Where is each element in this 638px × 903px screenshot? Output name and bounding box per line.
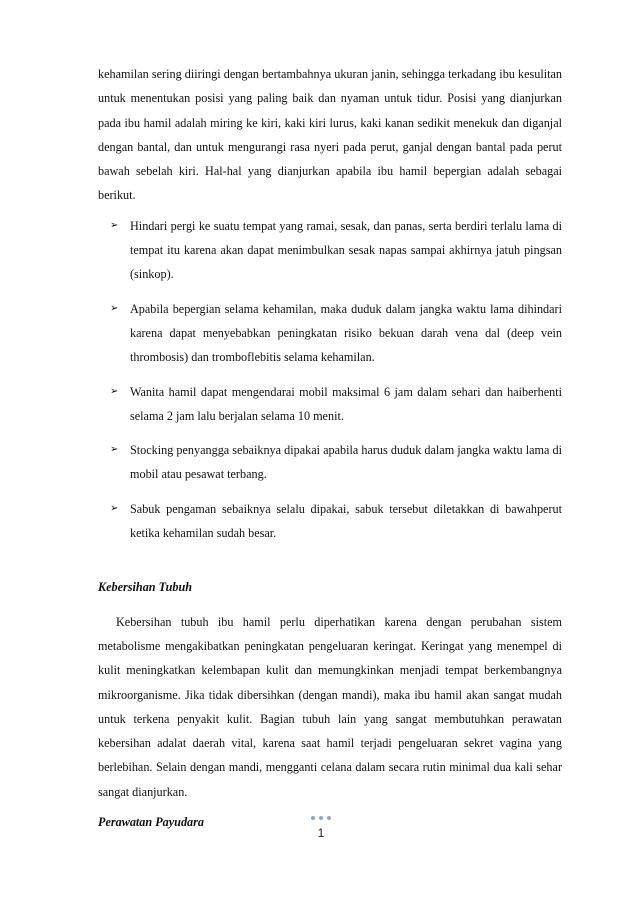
section-heading-perawatan-payudara: Perawatan Payudara	[98, 815, 204, 830]
footer-dots-icon	[4, 816, 638, 822]
page-footer	[0, 816, 638, 840]
section-paragraph-kebersihan-tubuh: Kebersihan tubuh ibu hamil perlu diperhatikan karena dengan perubahan sistem metabolisme mengakibatkan peningkatan pengeluaran keringat. Keringat yang menempel di kulit meningkatkan kelembapan kulit dan memungkinkan menjadi tempat berkembangnya mikroorganisme. Jika tidak dibersihkan (dengan mandi), maka ibu hamil akan sangat mudah untuk terkena penyakit kulit. Bagian tubuh lain yang sangat membutuhkan perawatan kebersihan adalat daerah vital, karena saat hamil terjadi pengeluaran sekret vagina yang berlebihan. Selain dengan mandi, mengganti celana dalam secara rutin minimal dua kali sehar sangat dianjurkan.	[98, 614, 562, 799]
bullet-item	[98, 380, 562, 429]
section-heading-kebersihan-tubuh: Kebersihan Tubuh	[98, 580, 193, 595]
bullet-text: Sabuk pengaman sebaiknya selalu dipakai, sabuk tersebut diletakkan di bawahperut ketika kehamilan sudah besar.	[130, 501, 562, 541]
document-page	[98, 62, 562, 834]
arrow-bullet-icon: ➢	[110, 385, 119, 397]
bullet-text: Hindari pergi ke suatu tempat yang ramai, sesak, dan panas, serta berdiri terlalu lama di tempat itu karena akan dapat menimbulkan sesak napas sampai akhirnya jatuh pingsan (sinkop).	[130, 218, 562, 282]
bullet-list	[98, 214, 562, 546]
bullet-item	[98, 297, 562, 370]
bullet-item	[98, 438, 562, 487]
intro-paragraph: kehamilan sering diiringi dengan bertambahnya ukuran janin, sehingga terkadang ibu kesulitan untuk menentukan posisi yang paling baik dan nyaman untuk tidur. Posisi yang dianjurkan pada ibu hamil adalah miring ke kiri, kaki kiri lurus, kaki kanan sedikit menekuk dan diganjal dengan bantal, dan untuk mengurangi rasa nyeri pada perut, ganjal dengan bantal pada perut bawah sebelah kiri. Hal-hal yang dianjurkan apabila ibu hamil bepergian adalah sebagai berikut.	[98, 67, 562, 203]
bullet-item	[98, 214, 562, 287]
bullet-text: Apabila bepergian selama kehamilan, maka duduk dalam jangka waktu lama dihindari karena dapat menyebabkan peningkatan risiko bekuan darah vena dal (deep vein thrombosis) dan tromboflebitis selama kehamilan.	[130, 301, 562, 365]
arrow-bullet-icon: ➢	[110, 444, 119, 456]
arrow-bullet-icon: ➢	[110, 219, 119, 231]
bullet-text: Wanita hamil dapat mengendarai mobil maksimal 6 jam dalam sehari dan haiberhenti selama 2 jam lalu berjalan selama 10 menit.	[130, 384, 562, 423]
bullet-item	[98, 497, 562, 546]
page-number: 1	[317, 826, 325, 840]
arrow-bullet-icon: ➢	[110, 502, 119, 514]
arrow-bullet-icon: ➢	[110, 302, 119, 314]
bullet-text: Stocking penyangga sebaiknya dipakai apabila harus duduk dalam jangka waktu lama di mobil atau pesawat terbang.	[130, 443, 562, 482]
